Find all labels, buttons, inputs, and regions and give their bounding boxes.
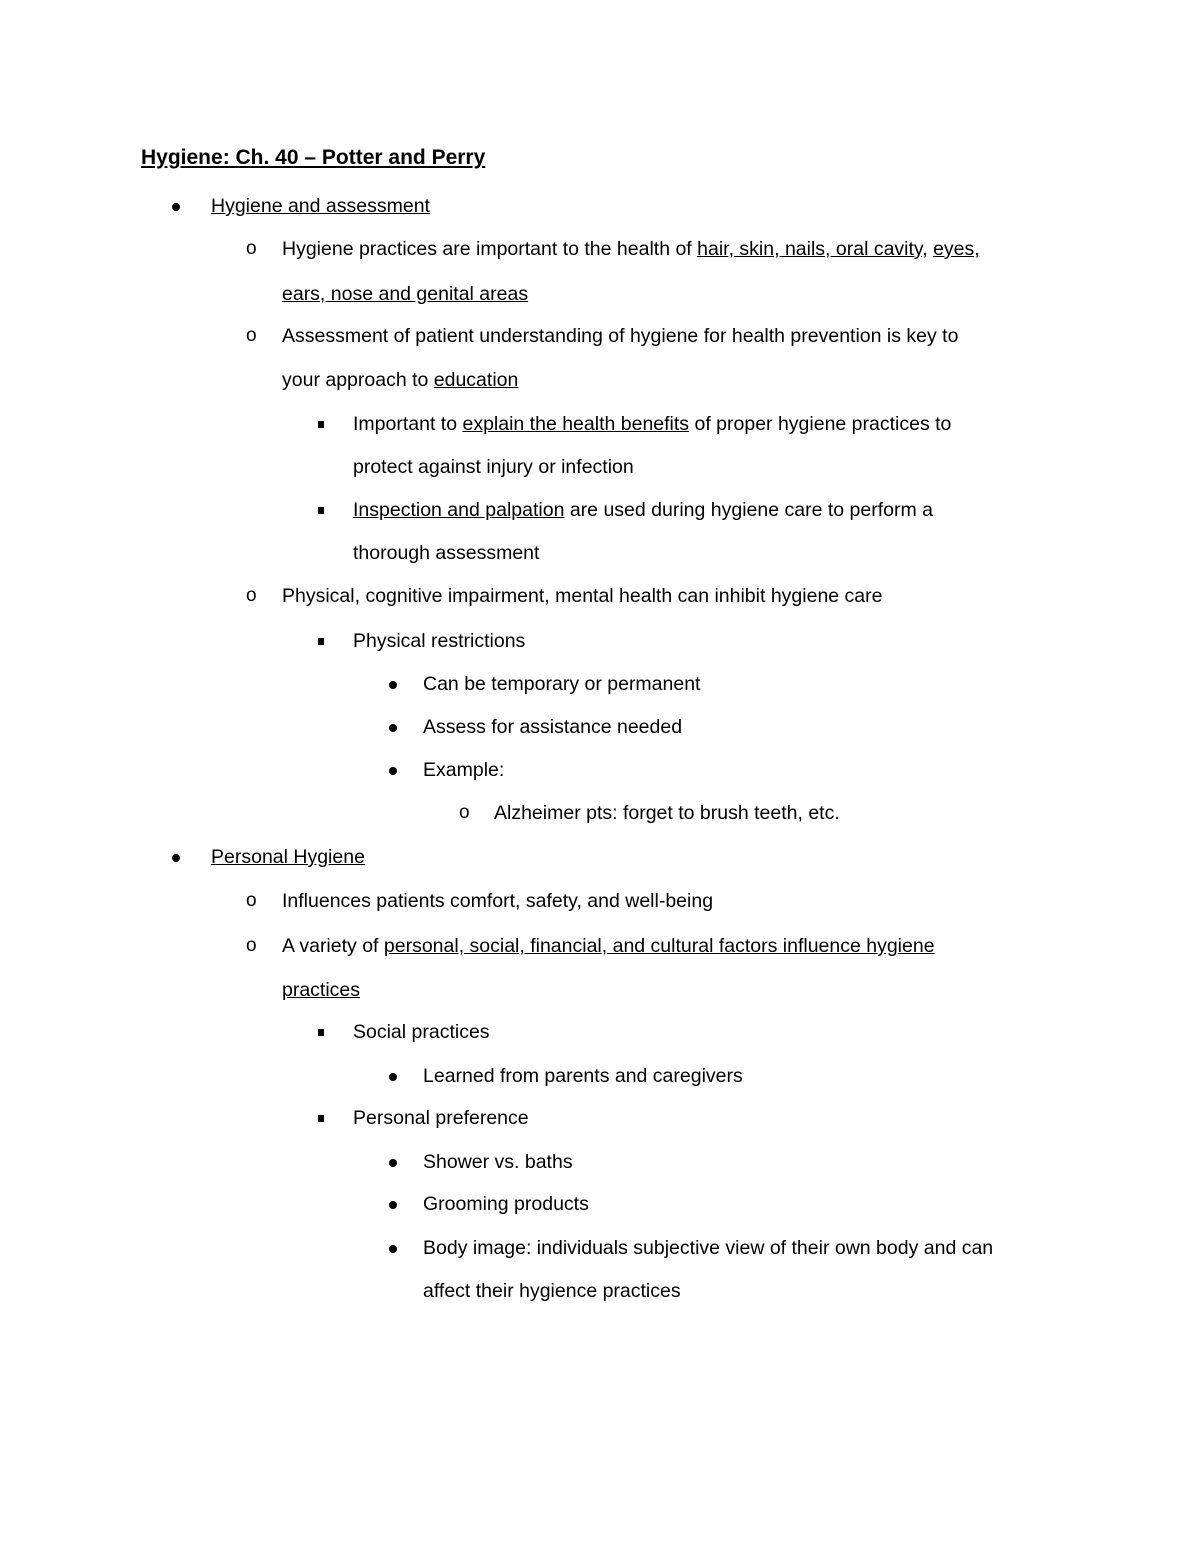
bullet-dot-icon: [389, 757, 397, 783]
list-item: Social practices: [353, 1021, 490, 1043]
list-item: Assess for assistance needed: [423, 716, 683, 738]
list-item: Physical, cognitive impairment, mental health can inhibit hygiene care: [282, 585, 883, 607]
list-item: Body image: individuals subjective view of their own body and can: [423, 1237, 994, 1259]
section-heading: Hygiene and assessment: [211, 195, 430, 217]
list-item: Alzheimer pts: forget to brush teeth, etc.: [494, 802, 840, 824]
list-item-continuation: your approach to education: [282, 369, 519, 391]
bullet-dot-icon: [389, 1149, 397, 1175]
list-item-continuation: thorough assessment: [353, 542, 540, 564]
bullet-circle-icon: o: [246, 238, 257, 259]
bullet-circle-icon: o: [246, 935, 257, 956]
list-item: Shower vs. baths: [423, 1151, 573, 1173]
list-item: A variety of personal, social, financial, and cultural factors influence hygiene: [282, 935, 935, 957]
list-item-continuation: protect against injury or infection: [353, 456, 634, 478]
bullet-dot-icon: [389, 714, 397, 740]
list-item: Example:: [423, 759, 505, 781]
list-item-continuation: practices: [282, 979, 361, 1001]
section-heading: Personal Hygiene: [211, 846, 365, 868]
bullet-circle-icon: o: [459, 802, 470, 823]
bullet-square-icon: [318, 1105, 324, 1131]
bullet-dot-icon: [389, 671, 397, 697]
list-item: Can be temporary or permanent: [423, 673, 701, 695]
bullet-dot-icon: [389, 1191, 397, 1217]
list-item: Important to explain the health benefits of proper hygiene practices to: [353, 413, 952, 435]
bullet-dot-icon: [389, 1235, 397, 1261]
list-item: Grooming products: [423, 1193, 589, 1215]
list-item: Personal preference: [353, 1107, 529, 1129]
bullet-dot-icon: [389, 1063, 397, 1089]
bullet-square-icon: [318, 411, 324, 437]
bullet-square-icon: [318, 1019, 324, 1045]
list-item-continuation: ears, nose and genital areas: [282, 283, 529, 305]
bullet-dot-icon: [172, 844, 180, 870]
list-item-continuation: affect their hygience practices: [423, 1280, 681, 1302]
list-item: Physical restrictions: [353, 630, 526, 652]
list-item: Influences patients comfort, safety, and well-being: [282, 890, 714, 912]
list-item: Assessment of patient understanding of hygiene for health prevention is key to: [282, 325, 959, 347]
bullet-square-icon: [318, 628, 324, 654]
page-title: Hygiene: Ch. 40 – Potter and Perry: [141, 146, 486, 169]
list-item: Inspection and palpation are used during hygiene care to perform a: [353, 499, 933, 521]
bullet-square-icon: [318, 497, 324, 523]
bullet-dot-icon: [172, 193, 180, 219]
list-item: Hygiene practices are important to the health of hair, skin, nails, oral cavity, eyes,: [282, 238, 980, 260]
bullet-circle-icon: o: [246, 325, 257, 346]
bullet-circle-icon: o: [246, 890, 257, 911]
list-item: Learned from parents and caregivers: [423, 1065, 743, 1087]
bullet-circle-icon: o: [246, 585, 257, 606]
